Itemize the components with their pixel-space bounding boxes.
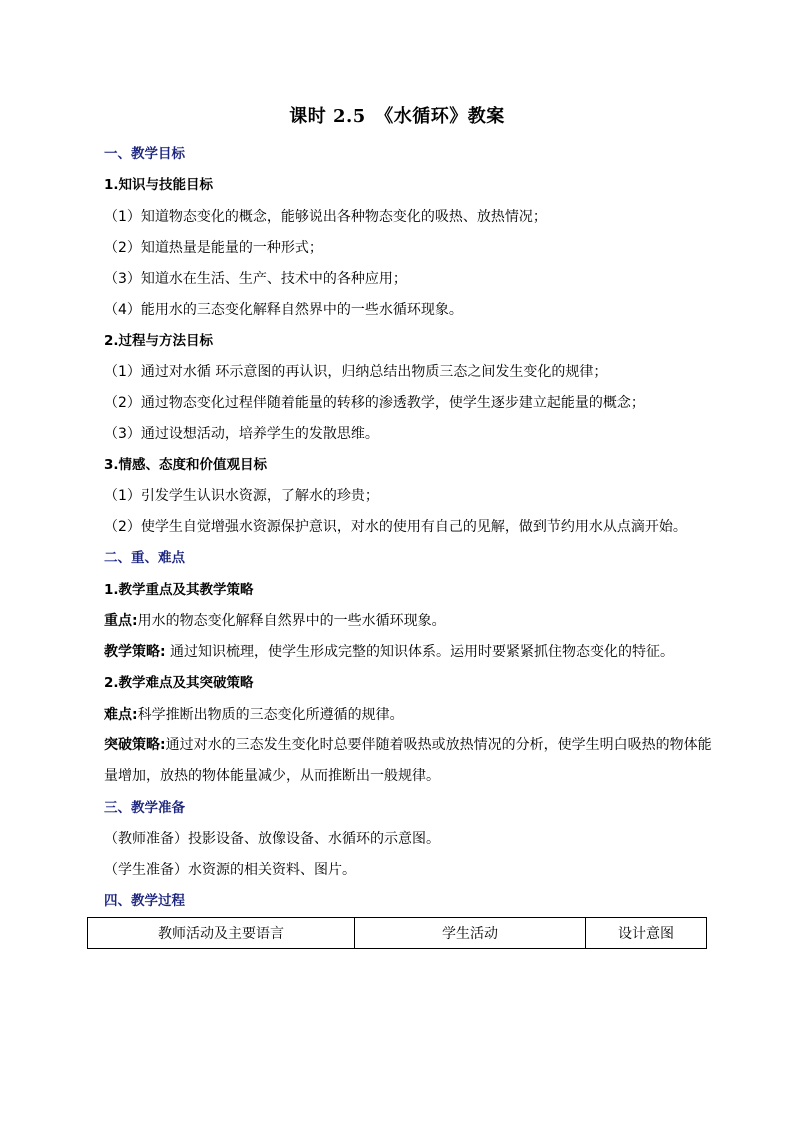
subheading-process-methods: 2.过程与方法目标	[104, 333, 214, 349]
teaching-strategy-text: 通过知识梳理，使学生形成完整的知识体系。运用时要紧紧抓住物态变化的特征。	[165, 644, 675, 660]
table-header-row	[88, 918, 707, 949]
subheading-emotion-values: 3.情感、态度和价值观目标	[104, 457, 268, 473]
list-item: （2）知道热量是能量的一种形式；	[104, 240, 323, 256]
page-title: 课时 2.5 《水循环》教案	[289, 106, 505, 127]
teaching-strategy-line	[104, 642, 674, 662]
section-heading-process: 四、教学过程	[104, 893, 185, 909]
table-header-cell: 学生活动	[355, 918, 586, 949]
list-item: （3）知道水在生活、生产、技术中的各种应用；	[104, 271, 407, 287]
breakthrough-strategy-label: 突破策略:	[104, 737, 166, 753]
table-header-cell: 教师活动及主要语言	[88, 918, 355, 949]
subheading-knowledge-skills: 1.知识与技能目标	[104, 177, 214, 193]
list-item: （1）引发学生认识水资源，了解水的珍贵；	[104, 488, 379, 504]
breakthrough-strategy-text: 通过对水的三态发生变化时总要伴随着吸热或放热情况的分析，使学生明白吸热的物体能量增加，放热的物体能量减少，从而推断出一般规律。	[104, 737, 712, 784]
subheading-difficult-points: 2.教学难点及其突破策略	[104, 675, 254, 691]
list-item: （4）能用水的三态变化解释自然界中的一些水循环现象。	[104, 302, 463, 318]
key-point-label: 重点:	[104, 613, 138, 629]
section-heading-preparation: 三、教学准备	[104, 800, 185, 816]
difficult-point-line	[104, 705, 404, 725]
list-item: （3）通过设想活动，培养学生的发散思维。	[104, 426, 379, 442]
section-heading-objectives: 一、教学目标	[104, 146, 185, 162]
key-point-text: 用水的物态变化解释自然界中的一些水循环现象。	[137, 613, 446, 629]
list-item: （学生准备）水资源的相关资料、图片。	[104, 862, 356, 878]
difficult-point-text: 科学推断出物质的三态变化所遵循的规律。	[137, 707, 404, 723]
teaching-strategy-label: 教学策略:	[104, 644, 166, 660]
list-item: （1）知道物态变化的概念，能够说出各种物态变化的吸热、放热情况；	[104, 209, 547, 225]
table-header-cell: 设计意图	[586, 918, 707, 949]
difficult-point-label: 难点:	[104, 707, 138, 723]
list-item: （1）通过对水循 环示意图的再认识，归纳总结出物质三态之间发生变化的规律；	[104, 364, 608, 380]
list-item: （2）通过物态变化过程伴随着能量的转移的渗透教学，使学生逐步建立起能量的概念；	[104, 395, 645, 411]
list-item: （教师准备）投影设备、放像设备、水循环的示意图。	[104, 831, 440, 847]
section-heading-key-difficult: 二、重、难点	[104, 550, 185, 566]
breakthrough-strategy-paragraph	[104, 730, 718, 792]
key-point-line	[104, 611, 446, 631]
teaching-process-table	[87, 917, 707, 949]
subheading-key-points: 1.教学重点及其教学策略	[104, 582, 254, 598]
list-item: （2）使学生自觉增强水资源保护意识，对水的使用有自己的见解，做到节约用水从点滴开始。	[104, 519, 687, 535]
